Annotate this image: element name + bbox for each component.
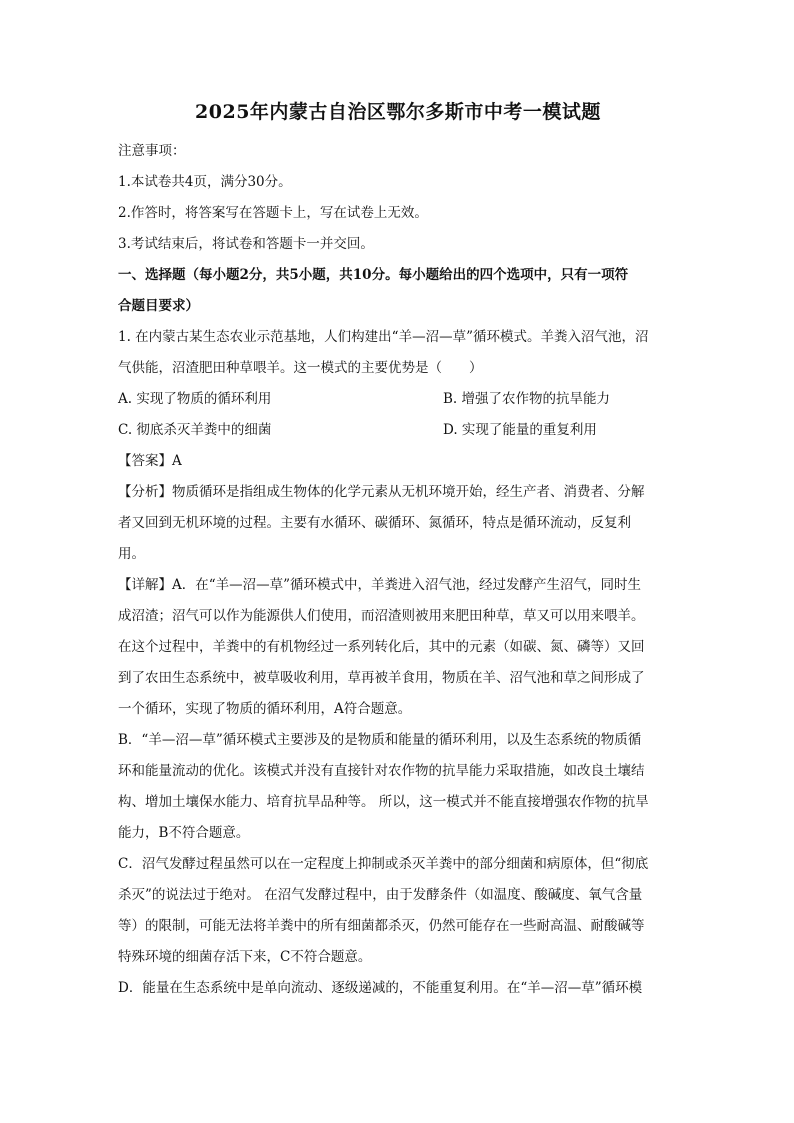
- detail-line: 在这个过程中，羊粪中的有机物经过一系列转化后，其中的元素（如碳、氮、磷等）又回: [118, 639, 645, 655]
- detail-line: 一个循环，实现了物质的循环利用，A符合题意。: [118, 701, 412, 717]
- option-a: A. 实现了物质的循环利用: [118, 391, 272, 407]
- document-title: 2025年内蒙古自治区鄂尔多斯市中考一模试题: [195, 101, 601, 123]
- question-stem-cont: 气供能，沼渣肥田种草喂羊。这一模式的主要优势是（ ）: [118, 360, 483, 376]
- document-content: [118, 100, 678, 1004]
- question-stem: 1. 在内蒙古某生态农业示范基地，人们构建出“羊—沼—草”循环模式。羊粪入沼气池，沼: [118, 329, 649, 345]
- option-d: D. 实现了能量的重复利用: [443, 422, 597, 438]
- detail-line: 能力，B不符合题意。: [118, 825, 250, 841]
- section-heading-cont: 合题目要求）: [118, 298, 199, 314]
- detail-line: B．“羊—沼—草”循环模式主要涉及的是物质和能量的循环利用，以及生态系统的物质循: [118, 732, 642, 748]
- detail-line: 构、增加土壤保水能力、培育抗旱品种等。 所以，这一模式并不能直接增强农作物的抗旱: [118, 794, 649, 810]
- options-row-1: [118, 384, 678, 415]
- detail-line: 环和能量流动的优化。该模式并没有直接针对农作物的抗旱能力采取措施，如改良土壤结: [118, 763, 645, 779]
- analysis-line: 【分析】物质循环是指组成生物体的化学元素从无机环境开始，经生产者、消费者、分解: [118, 484, 645, 500]
- notice-item: 3.考试结束后，将试卷和答题卡一并交回。: [118, 236, 374, 252]
- detail-line: 到了农田生态系统中，被草吸收利用，草再被羊食用，物质在羊、沼气池和草之间形成了: [118, 670, 645, 686]
- detail-line: C．沼气发酵过程虽然可以在一定程度上抑制或杀灭羊粪中的部分细菌和病原体，但“彻底: [118, 856, 649, 872]
- options-row-2: [118, 415, 678, 446]
- analysis-line: 者又回到无机环境的过程。主要有水循环、碳循环、氮循环，特点是循环流动，反复利: [118, 515, 631, 531]
- option-c: C. 彻底杀灭羊粪中的细菌: [118, 422, 272, 438]
- notice-heading: 注意事项：: [118, 143, 186, 159]
- detail-line: D．能量在生态系统中是单向流动、逐级递减的，不能重复利用。在“羊—沼—草”循环模: [118, 980, 643, 996]
- option-b: B. 增强了农作物的抗旱能力: [443, 391, 611, 407]
- answer-line: 【答案】A: [118, 453, 182, 469]
- analysis-line: 用。: [118, 546, 145, 562]
- detail-line: 成沼渣；沼气可以作为能源供人们使用，而沼渣则被用来肥田种草，草又可以用来喂羊。: [118, 608, 645, 624]
- notice-item: 1.本试卷共4页，满分30分。: [118, 174, 292, 190]
- section-heading: 一、选择题（每小题2分，共5小题，共10分。每小题给出的四个选项中，只有一项符: [118, 267, 629, 283]
- detail-line: 等）的限制，可能无法将羊粪中的所有细菌都杀灭，仍然可能存在一些耐高温、耐酸碱等: [118, 918, 645, 934]
- notice-item: 2.作答时，将答案写在答题卡上，写在试卷上无效。: [118, 205, 428, 221]
- detail-line: 特殊环境的细菌存活下来，C不符合题意。: [118, 949, 372, 965]
- detail-line: 杀灭”的说法过于绝对。 在沼气发酵过程中，由于发酵条件（如温度、酸碱度、氧气含量: [118, 887, 643, 903]
- detail-line: 【详解】A．在“羊—沼—草”循环模式中，羊粪进入沼气池，经过发酵产生沼气，同时生: [118, 577, 642, 593]
